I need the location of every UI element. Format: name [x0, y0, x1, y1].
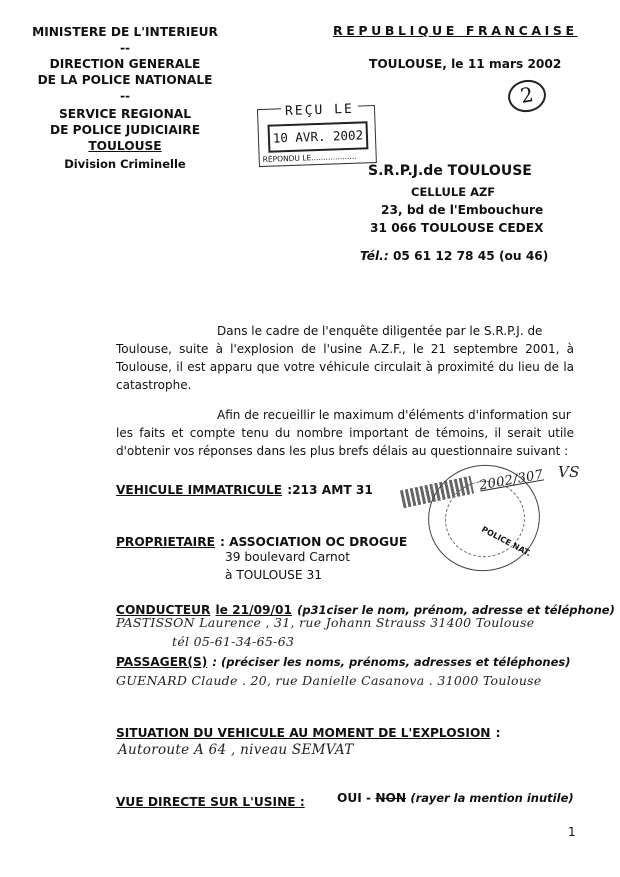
service-city: TOULOUSE [88, 139, 162, 153]
handwritten-situation: Autoroute A 64 , niveau SEMVAT [118, 742, 354, 758]
division-name: Division Criminelle [64, 157, 186, 171]
driver-date: le 21/09/01 [215, 603, 292, 617]
received-stamp [257, 101, 379, 175]
sender-postal: 31 066 TOULOUSE CEDEX [370, 221, 544, 235]
direction-line-2: DE LA POLICE NATIONALE [37, 73, 213, 87]
separator: -- [119, 89, 131, 103]
driver-label: CONDUCTEUR [116, 603, 211, 617]
handwritten-driver: PASTISSON Laurence , 31, rue Johann Strauss 31400 Toulouse [116, 615, 535, 630]
paragraph-request [116, 406, 574, 460]
paragraph-1-rest: Toulouse, suite à l'explosion de l'usine A.Z.F., le 21 septembre 2001, à Toulouse, il est apparu que votre véhicule circulait à proximité du lieu de la catastrophe. [116, 342, 574, 392]
driver-instruction: (p31ciser le nom, prénom, adresse et téléphone) [297, 603, 615, 617]
vehicle-label: VEHICULE IMMATRICULE [116, 483, 283, 497]
view-option-yes: OUI - [337, 791, 376, 805]
paragraph-context [116, 322, 574, 394]
vehicle-plate: :213 AMT 31 [287, 483, 373, 497]
handwritten-driver-phone: tél 05-61-34-65-63 [172, 634, 295, 649]
view-option-no-crossed: NON [375, 791, 407, 805]
sender-phone [360, 249, 548, 263]
passengers-instruction: (préciser les noms, prénoms, adresses et téléphones) [221, 655, 571, 669]
vehicle-row [116, 479, 373, 498]
situation-row: SITUATION DU VEHICULE AU MOMENT DE L'EXPLOSION : [116, 726, 501, 740]
sender-office: S.R.P.J.de TOULOUSE [368, 163, 532, 179]
circled-page-marker [506, 77, 549, 115]
phone-label: Tél.: [360, 249, 389, 263]
direction-line-1: DIRECTION GENERALE [49, 57, 201, 71]
owner-street: 39 boulevard Carnot [225, 550, 351, 564]
sender-street: 23, bd de l'Embouchure [381, 203, 544, 217]
page-marker-text: 2 [518, 82, 536, 108]
passengers-label: PASSAGER(S) [116, 655, 208, 669]
stamp-title: REÇU LE [281, 102, 358, 120]
owner-name: : ASSOCIATION OC DROGUE [220, 535, 408, 549]
passengers-row: PASSAGER(S) : (préciser les noms, prénoms, adresses et téléphones) [116, 655, 571, 669]
republic-title: REPUBLIQUE FRANCAISE [333, 23, 578, 38]
paragraph-2-first-line: Afin de recueillir le maximum d'éléments d'information sur [217, 408, 571, 422]
paragraph-1-first-line: Dans le cadre de l'enquête diligentée par le S.R.P.J. de [217, 324, 543, 338]
phone-value: 05 61 12 78 45 (ou 46) [392, 249, 549, 263]
handwritten-passenger: GUENARD Claude . 20, rue Danielle Casanova . 31000 Toulouse [116, 673, 542, 688]
ministry-name: MINISTERE DE L'INTERIEUR [32, 25, 218, 39]
document-date: TOULOUSE, le 11 mars 2002 [369, 57, 562, 71]
view-instruction: (rayer la mention inutile) [410, 791, 574, 805]
stamp-reply: RÉPONDU LE................... [262, 151, 357, 164]
separator: -- [119, 41, 131, 55]
situation-label: SITUATION DU VEHICULE AU MOMENT DE L'EXPLOSION [116, 726, 491, 740]
police-stamp-area [383, 455, 583, 575]
paragraph-2-rest: les faits et compte tenu du nombre important de témoins, il serait utile d'obtenir vos réponses dans les plus brefs délais au questionnaire suivant : [116, 426, 574, 458]
owner-city: à TOULOUSE 31 [225, 568, 322, 582]
owner-label: PROPRIETAIRE [116, 535, 215, 549]
round-stamp-text: POLICE NAT. [480, 524, 533, 559]
service-line-2: DE POLICE JUDICIAIRE [49, 123, 201, 137]
page-number: 1 [568, 825, 576, 839]
stamp-date: 10 AVR. 2002 [268, 121, 369, 152]
ministry-header [0, 24, 250, 172]
view-answer [337, 791, 574, 805]
reference-number: 2002/307 [478, 467, 545, 494]
reference-initials: VS [558, 463, 580, 481]
sender-cell: CELLULE AZF [411, 185, 496, 199]
owner-row [116, 531, 407, 550]
view-label: VUE DIRECTE SUR L'USINE : [116, 795, 305, 809]
service-line-1: SERVICE REGIONAL [59, 107, 191, 121]
